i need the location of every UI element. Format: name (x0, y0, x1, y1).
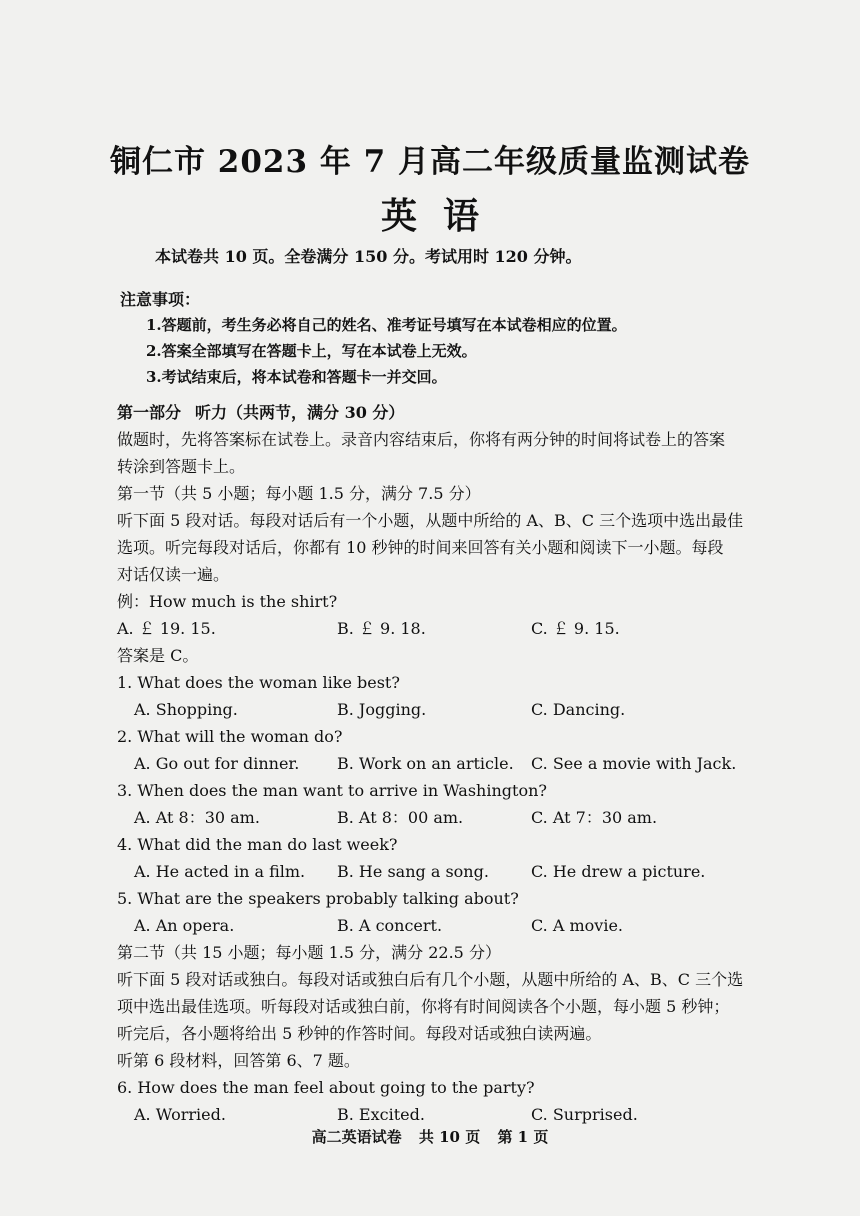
option-c: C. A movie. (531, 916, 623, 935)
option-a: A. ￡ 19. 15. (117, 619, 216, 638)
option-b: B. Work on an article. (337, 754, 514, 773)
question-options (117, 1101, 757, 1128)
option-a: A. He acted in a film. (134, 862, 306, 881)
option-b: B. ￡ 9. 18. (337, 619, 426, 638)
option-a: A. Go out for dinner. (134, 754, 300, 773)
option-a: A. At 8：30 am. (134, 808, 260, 827)
part1-instruction: 转涂到答题卡上。 (117, 457, 246, 476)
section1-instruction: 听下面 5 段对话。每段对话后有一个小题，从题中所给的 A、B、C 三个选项中选出最佳 (117, 511, 744, 530)
exam-title: 铜仁市 2023 年 7 月高二年级质量监测试卷 (109, 144, 751, 180)
footer-exam-name: 高二英语试卷 (311, 1128, 402, 1146)
example-question: 例：How much is the shirt? (117, 592, 338, 611)
subject-title: 英语 (380, 195, 505, 237)
section1-instruction: 选项。听完每段对话后，你都有 10 秒钟的时间来回答有关小题和阅读下一小题。每段 (117, 538, 724, 557)
example-options (117, 615, 757, 642)
question-options (117, 696, 757, 723)
option-b: B. Jogging. (337, 700, 427, 719)
question: 6. How does the man feel about going to the party? (117, 1078, 535, 1097)
part1-title: 听力（共两节，满分 30 分） (195, 403, 405, 422)
section1-instruction: 对话仅读一遍。 (117, 565, 230, 584)
section2-heading: 第二节（共 15 小题；每小题 1.5 分，满分 22.5 分） (117, 943, 501, 962)
exam-intro: 本试卷共 10 页。全卷满分 150 分。考试用时 120 分钟。 (155, 247, 582, 266)
option-a: A. An opera. (134, 916, 235, 935)
section1-heading: 第一节（共 5 小题；每小题 1.5 分，满分 7.5 分） (117, 484, 481, 503)
option-c: C. At 7：30 am. (531, 808, 658, 827)
option-b: B. Excited. (337, 1105, 425, 1124)
option-c: C. He drew a picture. (531, 862, 706, 881)
note-item: 3.考试结束后，将本试卷和答题卡一并交回。 (146, 368, 447, 386)
option-b: B. He sang a song. (337, 862, 489, 881)
question: 2. What will the woman do? (117, 727, 343, 746)
notes-title: 注意事项： (120, 290, 201, 309)
material-instruction: 听第 6 段材料，回答第 6、7 题。 (117, 1051, 360, 1070)
question-options (117, 750, 757, 777)
part1-label: 第一部分 (117, 403, 182, 422)
option-c: C. See a movie with Jack. (531, 754, 737, 773)
footer-total-pages: 共 10 页 (418, 1128, 481, 1146)
example-answer: 答案是 C。 (117, 646, 199, 665)
question: 4. What did the man do last week? (117, 835, 398, 854)
section2-instruction: 听完后，各小题将给出 5 秒钟的作答时间。每段对话或独白读两遍。 (117, 1024, 602, 1043)
question: 1. What does the woman like best? (117, 673, 400, 692)
option-a: A. Worried. (134, 1105, 226, 1124)
part1-instruction: 做题时，先将答案标在试卷上。录音内容结束后，你将有两分钟的时间将试卷上的答案 (117, 430, 726, 449)
part1-heading (117, 399, 757, 426)
section2-instruction: 听下面 5 段对话或独白。每段对话或独白后有几个小题，从题中所给的 A、B、C 三个选 (117, 970, 744, 989)
question-options (117, 804, 757, 831)
page-footer (0, 1126, 860, 1147)
option-b: B. At 8：00 am. (337, 808, 464, 827)
exam-body (117, 399, 757, 1128)
section2-instruction: 项中选出最佳选项。听每段对话或独白前，你将有时间阅读各个小题，每小题 5 秒钟； (117, 997, 730, 1016)
note-item: 1.答题前，考生务必将自己的姓名、准考证号填写在本试卷相应的位置。 (146, 316, 627, 334)
question-options (117, 912, 757, 939)
note-item: 2.答案全部填写在答题卡上，写在本试卷上无效。 (146, 342, 477, 360)
question-options (117, 858, 757, 885)
option-c: C. Surprised. (531, 1105, 638, 1124)
option-a: A. Shopping. (134, 700, 238, 719)
footer-page-number: 第 1 页 (497, 1128, 549, 1146)
option-b: B. A concert. (337, 916, 443, 935)
notes-list (146, 312, 796, 390)
option-c: C. Dancing. (531, 700, 626, 719)
question: 5. What are the speakers probably talking about? (117, 889, 519, 908)
question: 3. When does the man want to arrive in Washington? (117, 781, 547, 800)
option-c: C. ￡ 9. 15. (531, 619, 620, 638)
